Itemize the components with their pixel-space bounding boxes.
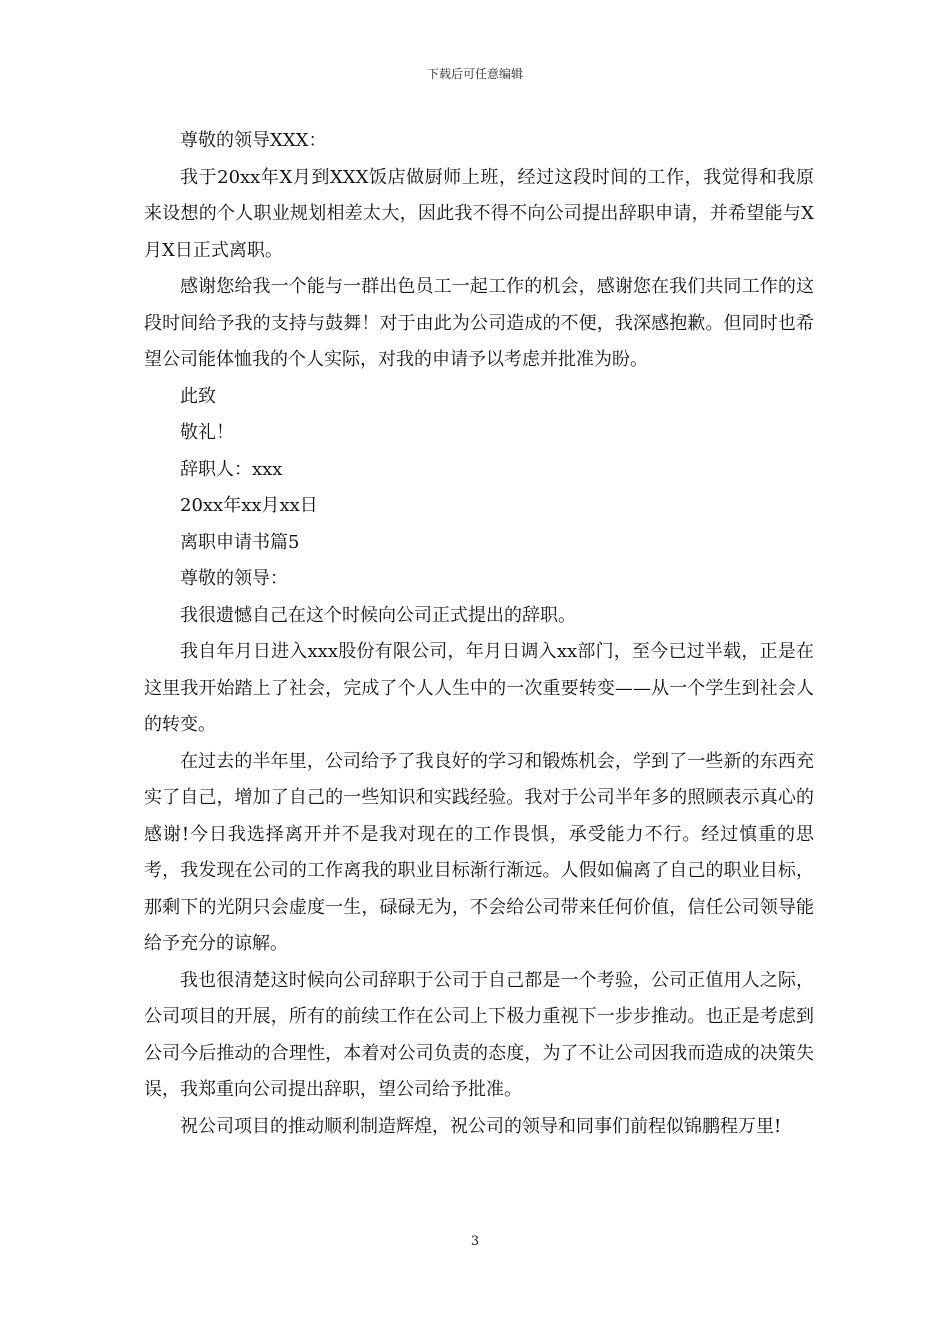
date-line: 20xx年xx月xx日 bbox=[180, 495, 318, 516]
body-paragraph: 在过去的半年里，公司给予了我良好的学习和锻炼机会，学到了一些新的东西充实了自己，增加了自己的一些知识和实践经验。我对于公司半年多的照顾表示真心的感谢!今日我选择离开并不是我对现在的工作畏惧，承受能力不行。经过慎重的思考，我发现在公司的工作离我的职业目标渐行渐远。人假如偏离了自己的职业目标，那剩下的光阴只会虚度一生，碌碌无为，不会给公司带来任何价值，信任公司领导能给予充分的谅解。 bbox=[144, 750, 814, 954]
page-number: 3 bbox=[470, 1234, 480, 1249]
body-paragraph: 我很遗憾自己在这个时候向公司正式提出的辞职。 bbox=[180, 604, 576, 626]
salutation: 尊敬的领导XXX： bbox=[180, 130, 327, 151]
body-paragraph: 祝公司项目的推动顺利制造辉煌，祝公司的领导和同事们前程似锦鹏程万里! bbox=[180, 1115, 782, 1137]
closing-line: 敬礼！ bbox=[180, 422, 234, 443]
body-paragraph: 我也很清楚这时候向公司辞职于公司于自己都是一个考验，公司正值用人之际，公司项目的开展，所有的前续工作在公司上下极力重视下一步步推动。也正是考虑到公司今后推动的合理性，本着对公司负责的态度，为了不让公司因我而造成的决策失误，我郑重向公司提出辞职，望公司给予批准。 bbox=[144, 969, 814, 1100]
section-title: 离职申请书篇5 bbox=[180, 531, 300, 553]
body-paragraph: 感谢您给我一个能与一群出色员工一起工作的机会，感谢您在我们共同工作的这段时间给予我的支持与鼓舞！对于由此为公司造成的不便，我深感抱歉。但同时也希望公司能体恤我的个人实际，对我的申请予以考虑并批准为盼。 bbox=[144, 276, 814, 370]
signature-line: 辞职人：xxx bbox=[180, 458, 283, 480]
body-paragraph: 我自年月日进入xxx股份有限公司，年月日调入xx部门，至今已过半载，正是在这里我开始踏上了社会，完成了个人人生中的一次重要转变——从一个学生到社会人的转变。 bbox=[144, 641, 814, 735]
page-header: 下载后可任意编辑 bbox=[426, 67, 523, 81]
salutation: 尊敬的领导： bbox=[180, 568, 288, 589]
document-body bbox=[144, 123, 814, 1145]
body-paragraph: 我于20xx年X月到XXX饭店做厨师上班，经过这段时间的工作，我觉得和我原来设想的个人职业规划相差太大，因此我不得不向公司提出辞职申请，并希望能与X月X日正式离职。 bbox=[144, 166, 814, 261]
closing-line: 此致 bbox=[180, 385, 216, 407]
